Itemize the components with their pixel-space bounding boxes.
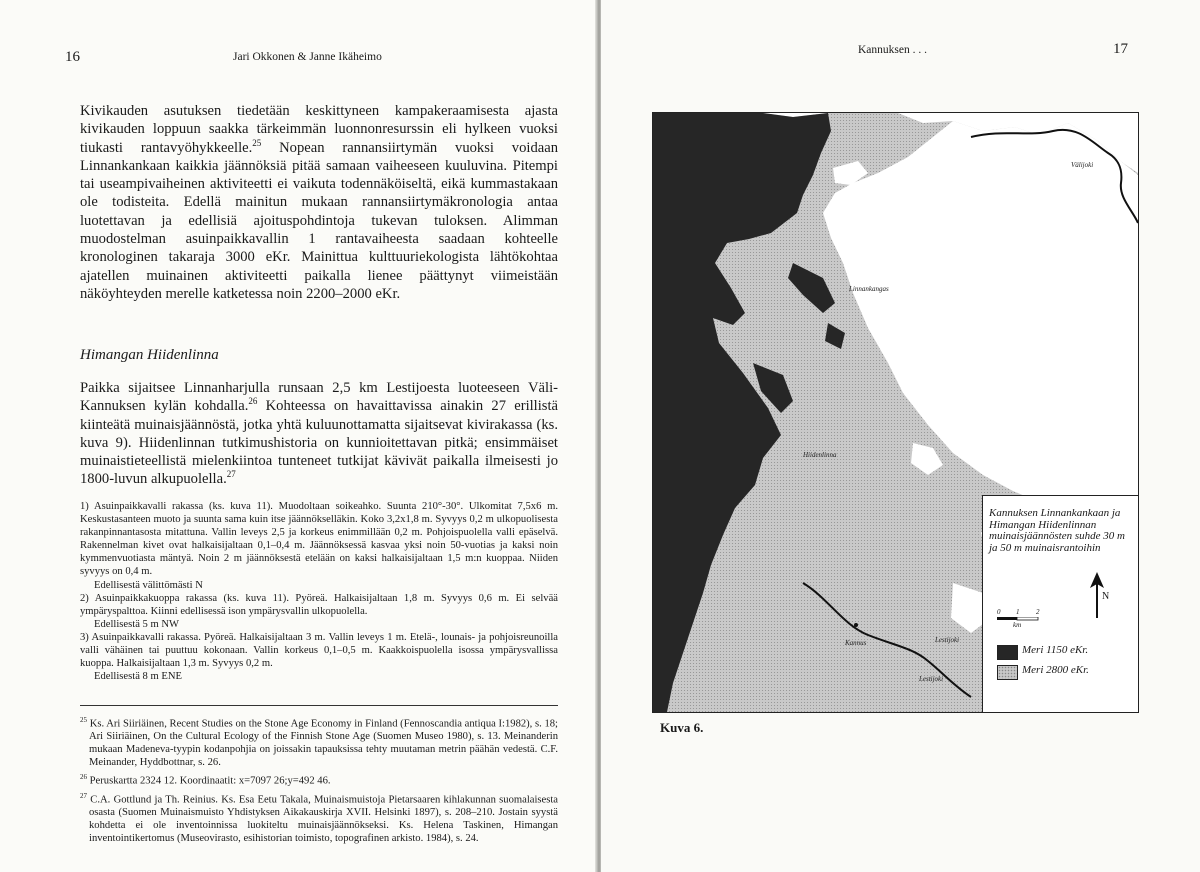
running-head-title: Kannuksen . . . <box>858 44 927 56</box>
site-entries <box>80 500 558 683</box>
footnote-ref[interactable]: 25 <box>252 137 262 148</box>
legend-item <box>997 664 1137 680</box>
entry-text: 1) Asuinpaikkavalli rakassa (ks. kuva 11). Muodoltaan soikeahko. Suunta 210°-30°. Ulkomitat 7,5x6 m. Keskustasanteen muoto ja suunta sama kuin itse jäännökselläkin. Koko 3,2x1,8 m. Syvyys 0,2 m ulkopuolisesta rakanpinnantasosta mitattuna. Vallin leveys 2,5 ja korkeus enimmillään 0,2 m. Pohjoispuolella valli epäselvä. Rakennelman kivet ovat halkaisijaltaan 0,1–0,4 m. Jäännöksessä kasvaa yksi noin 50-vuotias ja kaksi noin kymmenvuotiasta mäntyä. Noin 2 m jäännöksestä etelään on kaksi halkaisijaltaan 1,5 m:n kuoppaa. Niiden syvyys on 0,4 m. <box>80 501 558 578</box>
site-entry <box>80 500 558 592</box>
entry-direction: Edellisestä 5 m NW <box>94 618 180 630</box>
page-number: 17 <box>1113 41 1128 57</box>
footnote-number: 26 <box>80 773 87 782</box>
scale-bar <box>997 608 1057 628</box>
legend-swatch <box>997 645 1018 660</box>
site-entry <box>80 592 558 631</box>
left-page <box>0 0 597 872</box>
legend-label: Meri 1150 eKr. <box>1022 644 1089 656</box>
place-label: Kannus <box>845 639 867 647</box>
place-label: Hiidenlinna <box>803 451 837 459</box>
entry-text: 3) Asuinpaikkavalli rakassa. Pyöreä. Halkaisijaltaan 3 m. Vallin leveys 1 m. Etelä-, lounais- ja pohjoisreunoilla valli vähäinen tai puuttuu kokonaan. Vallin korkeus 0,1–0,5 m. Kaakkoispuolella isossa ympärysvallissa kuoppa. Halkaisijaltaan 1,3 m. Syvyys 0,2 m. <box>80 631 558 670</box>
footnote <box>80 771 558 788</box>
place-label: Linnankangas <box>849 285 889 293</box>
north-label: N <box>1102 591 1110 602</box>
paragraph-text: Kohteessa on havaittavissa ainakin 27 erillistä kiinteätä muinaisjäännöstä, jotka yhtä kuluunottamatta sijaitsevat kivirakassa (ks. kuva 9). Hiidenlinnan tutkimushistoria on kunnioitettavan pitkä; ensimmäiset muinaistieteellistä mielenkiintoa tunteneet tutkijat kävivät paikalla ilmeisesti jo 1800-luvun alkupuolella. <box>80 398 558 488</box>
scale-label: 0 <box>997 608 1001 616</box>
footnotes <box>80 714 558 847</box>
figure-label: Kuva 6. <box>660 720 704 735</box>
map-caption: Kannuksen Linnankankaan ja Himangan Hiidenlinnan muinaisjäännösten suhde 30 m ja 50 m muinaisrantoihin <box>989 507 1125 554</box>
legend-item <box>997 644 1137 660</box>
paragraph-hiidenlinna <box>80 379 558 489</box>
footnote <box>80 714 558 770</box>
entry-text: 2) Asuinpaikkakuoppa rakassa (ks. kuva 11). Pyöreä. Halkaisijaltaan 1,8 m. Syvyys 0,6 m. Ei selvää ympäryspalttoa. Kiinni edellisessä ison ympärysvallin ulkopuolella. <box>80 592 558 617</box>
footnote <box>80 790 558 846</box>
running-head-authors: Jari Okkonen & Janne Ikäheimo <box>233 51 382 63</box>
footnote-text: Ks. Ari Siiriäinen, Recent Studies on the Stone Age Economy in Finland (Fennoscandia antiqua I:1982), s. 18; Ari Siiriäinen, On the Cultural Ecology of the Finnish Stone Age (Suomen Museo 1980), s. 13. Meinanderin mukaan Madeneva-tyypin kodanpohjia on joissakin tapauksissa tehty muutaman metrin päähän vedestä. C.F. Meinander, Hyddbottnar, s. 26. <box>89 718 558 769</box>
site-entry <box>80 631 558 683</box>
section-heading: Himangan Hiidenlinna <box>80 347 219 363</box>
paragraph-shore-chronology <box>80 102 558 303</box>
footnote-ref[interactable]: 26 <box>248 396 258 407</box>
footnote-number: 27 <box>80 791 87 800</box>
entry-direction: Edellisestä välittömästi N <box>94 579 203 591</box>
paragraph-text: Paikka sijaitsee Linnanharjulla runsaan 2,5 km Lestijoesta luoteeseen Väli-Kannuksen kylän kohdalla. <box>80 380 558 415</box>
footnote-ref[interactable]: 27 <box>226 469 236 480</box>
legend-swatch <box>997 665 1018 680</box>
legend-label: Meri 2800 eKr. <box>1022 664 1089 676</box>
paragraph-text: Kivikauden asutuksen tiedetään keskittyneen kampakeraamisesta ajasta kivikauden loppuun saakka tärkeimmän luonnonresurssin eli hylkeen vuoksi tiukasti rantavyöhykkeelle. <box>80 103 558 156</box>
scale-label: 2 <box>1036 608 1040 616</box>
footnote-text: Peruskartta 2324 12. Koordinaatit: x=7097 26;y=492 46. <box>89 775 331 787</box>
map-legend-box <box>982 495 1138 712</box>
page-number: 16 <box>65 49 80 65</box>
paragraph-text: Nopean rannansiirtymän vuoksi voidaan Linnankankaan kaikkia jäännöksiä pitää samaan vaiheeseen kuuluvina. Pitempi tai useampivaiheinen aktiviteetti ei vaikuta todennäköiseltä, eikä kummastakaan ole todisteita. Edellä mainitun mukaan rannansiirtymäkronologia antaa luotettavan ja edellisiä ajoituspohdintoja tukevan tuloksen. Alimman muodostelman asuinpaikkavallin 1 rantavaiheesta saadaan kohteelle kronologinen takaraja 3000 eKr. Mainittua kulttuuriekologista lähtökohtaa ajatellen muinainen aktiviteetti paikalla lienee päättynyt viimeistään näköyhteyden merelle katketessa noin 2200–2000 eKr. <box>80 139 558 302</box>
footnote-text: C.A. Gottlund ja Th. Reinius. Ks. Esa Eetu Takala, Muinaismuistoja Pietarsaaren kihlakunnan suomalaisesta osasta (Suomen Muinaismuisto Yhdistyksen Aikakauskirja XVII. Helsinki 1897), s. 208–210. Jostain syystä kohdetta ei ole inventoinnissa luokiteltu muinaisjäännökseksi. Ks. Helena Taskinen, Himangan inventointikertomus (Museovirasto, esihistorian toimisto, topografinen arkisto. 1984), s. 24. <box>89 794 558 844</box>
place-label: Välijoki <box>1071 161 1094 169</box>
footnote-number: 25 <box>80 716 87 724</box>
scale-label: 1 <box>1016 608 1020 616</box>
kannus-marker <box>854 623 858 627</box>
place-label: Lestijoki <box>919 675 944 683</box>
entry-direction: Edellisestä 8 m ENE <box>94 671 182 683</box>
scale-unit: km <box>1013 621 1022 629</box>
footnote-divider <box>80 705 558 706</box>
place-label: Lestijoki <box>935 636 960 644</box>
